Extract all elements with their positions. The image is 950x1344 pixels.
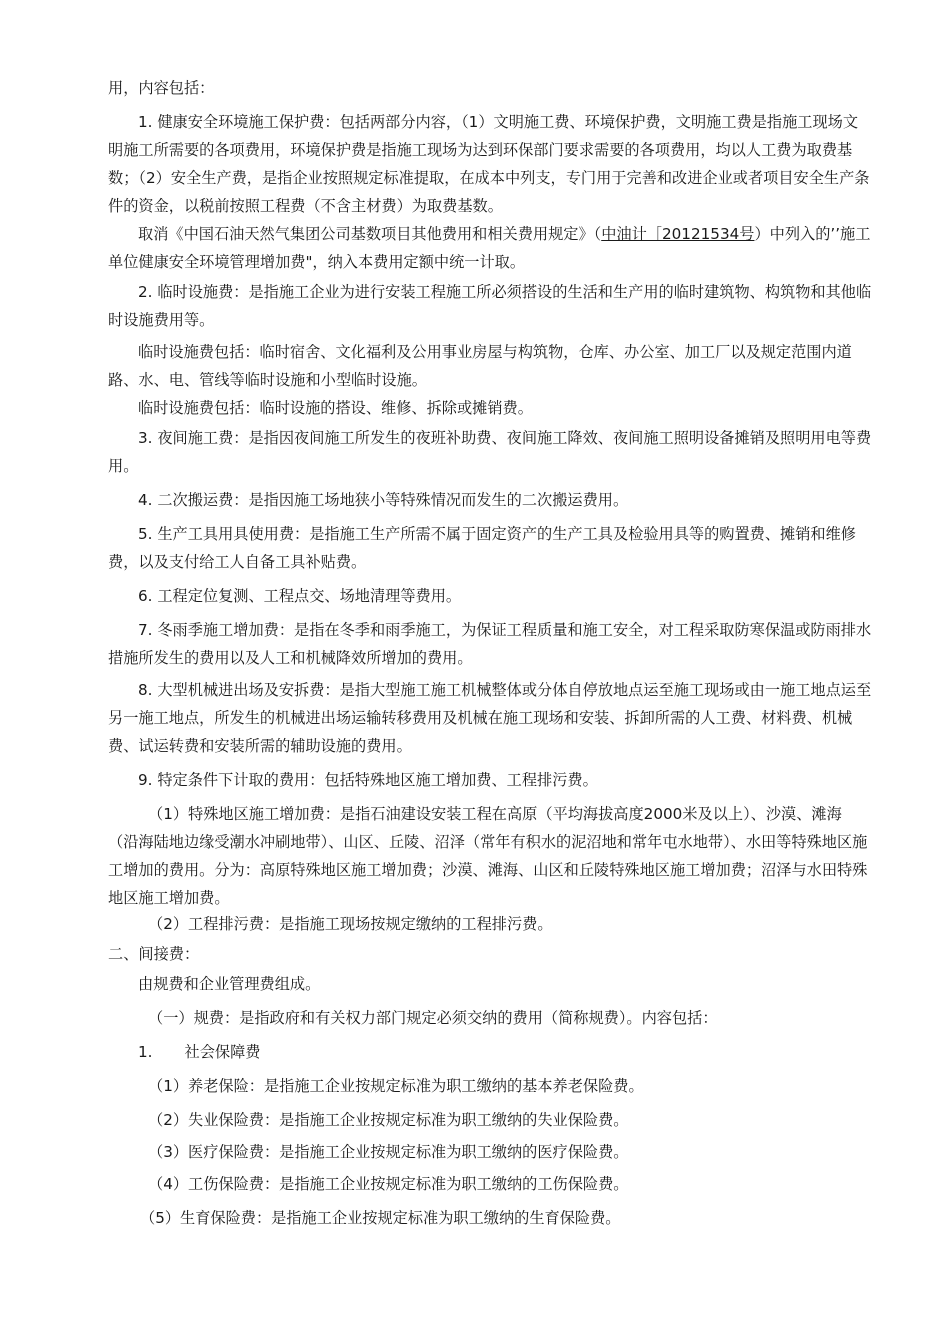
cancel-note-text-b: ）中列入的’’施工单位健康安全环境管理增加费"，纳入本费用定额中统一计取。 bbox=[108, 225, 871, 271]
paragraph-item-6: 6. 工程定位复测、工程点交、场地清理等费用。 bbox=[138, 587, 462, 605]
list-heading-text: 社会保障费 bbox=[184, 1043, 261, 1061]
paragraph-item-9-1: （1）特殊地区施工增加费：是指石油建设安装工程在高原（平均海拔高度2000米及以上）、沙漠、滩海（沿海陆地边缘受潮水冲刷地带）、山区、丘陵、沼泽（常年有积水的泥沼地和常年屯水地带）、水田等特殊地区施工增加的费用。分为：高原特殊地区施工增加费；沙漠、滩海、山区和丘陵特殊地区施工增加费；沼泽与水田特殊地区施工增加费。 bbox=[108, 805, 868, 907]
document-reference-link[interactable]: 中油计［20121534号 bbox=[601, 225, 755, 243]
cancel-note-text-a: 取消《中国石油天然气集团公司基数项目其他费用和相关费用规定》（ bbox=[138, 225, 602, 243]
paragraph-maternity: （5）生育保险费：是指施工企业按规定标准为职工缴纳的生育保险费。 bbox=[140, 1209, 621, 1227]
paragraph-item-9-2: （2）工程排污费：是指施工现场按规定缴纳的工程排污费。 bbox=[148, 915, 553, 933]
paragraph-injury: （4）工伤保险费：是指施工企业按规定标准为职工缴纳的工伤保险费。 bbox=[148, 1175, 629, 1193]
paragraph-item-5: 5. 生产工具用具使用费：是指施工生产所需不属于固定资产的生产工具及检验用具等的购置费、摊销和维修费，以及支付给工人自备工具补贴费。 bbox=[108, 525, 856, 571]
paragraph-cancel-note bbox=[108, 220, 872, 276]
paragraph-item-8: 8. 大型机械进出场及安拆费：是指大型施工施工机械整体或分体自停放地点运至施工现场或由一施工地点运至另一施工地点，所发生的机械进出场运输转移费用及机械在施工现场和安装、拆卸所需的人工费、材料费、机械费、试运转费和安装所需的辅助设施的费用。 bbox=[108, 681, 872, 755]
list-number: 1. bbox=[138, 1043, 153, 1061]
paragraph-item-9: 9. 特定条件下计取的费用：包括特殊地区施工增加费、工程排污费。 bbox=[138, 771, 598, 789]
paragraph-item-1: 1. 健康安全环境施工保护费：包括两部分内容，（1）文明施工费、环境保护费，文明施工费是指施工现场文明施工所需要的各项费用，环境保护费是指施工现场为达到环保部门要求需要的各项费用，均以人工费为取费基数；（2）安全生产费，是指企业按照规定标准提取，在成本中列支，专门用于完善和改进企业或者项目安全生产条件的资金，以税前按照工程费（不含主材费）为取费基数。 bbox=[108, 113, 870, 215]
paragraph-unemployment: （2）失业保险费：是指施工企业按规定标准为职工缴纳的失业保险费。 bbox=[148, 1111, 629, 1129]
section-heading-indirect-costs: 二、间接费： bbox=[108, 945, 200, 963]
paragraph-medical: （3）医疗保险费：是指施工企业按规定标准为职工缴纳的医疗保险费。 bbox=[148, 1143, 629, 1161]
paragraph-temp-facilities-2: 临时设施费包括：临时设施的搭设、维修、拆除或摊销费。 bbox=[138, 399, 533, 417]
paragraph-item-7: 7. 冬雨季施工增加费：是指在冬季和雨季施工，为保证工程质量和施工安全，对工程采取防寒保温或防雨排水措施所发生的费用以及人工和机械降效所增加的费用。 bbox=[108, 621, 872, 667]
paragraph-item-4: 4. 二次搬运费：是指因施工场地狭小等特殊情况而发生的二次搬运费用。 bbox=[138, 491, 629, 509]
paragraph-pension: （1）养老保险：是指施工企业按规定标准为职工缴纳的基本养老保险费。 bbox=[148, 1077, 644, 1095]
list-heading-social-security bbox=[108, 1038, 872, 1066]
paragraph-temp-facilities-1: 临时设施费包括：临时宿舍、文化福利及公用事业房屋与构筑物，仓库、办公室、加工厂以及规定范围内道路、水、电、管线等临时设施和小型临时设施。 bbox=[108, 343, 852, 389]
paragraph-fees-definition: （一）规费：是指政府和有关权力部门规定必须交纳的费用（简称规费）。内容包括： bbox=[148, 1009, 718, 1027]
paragraph-intro: 用，内容包括： bbox=[108, 79, 215, 97]
paragraph-indirect-intro: 由规费和企业管理费组成。 bbox=[138, 975, 321, 993]
paragraph-item-2: 2. 临时设施费：是指施工企业为进行安装工程施工所必须搭设的生活和生产用的临时建筑物、构筑物和其他临时设施费用等。 bbox=[108, 283, 872, 329]
paragraph-item-3: 3. 夜间施工费：是指因夜间施工所发生的夜班补助费、夜间施工降效、夜间施工照明设备摊销及照明用电等费用。 bbox=[108, 429, 872, 475]
